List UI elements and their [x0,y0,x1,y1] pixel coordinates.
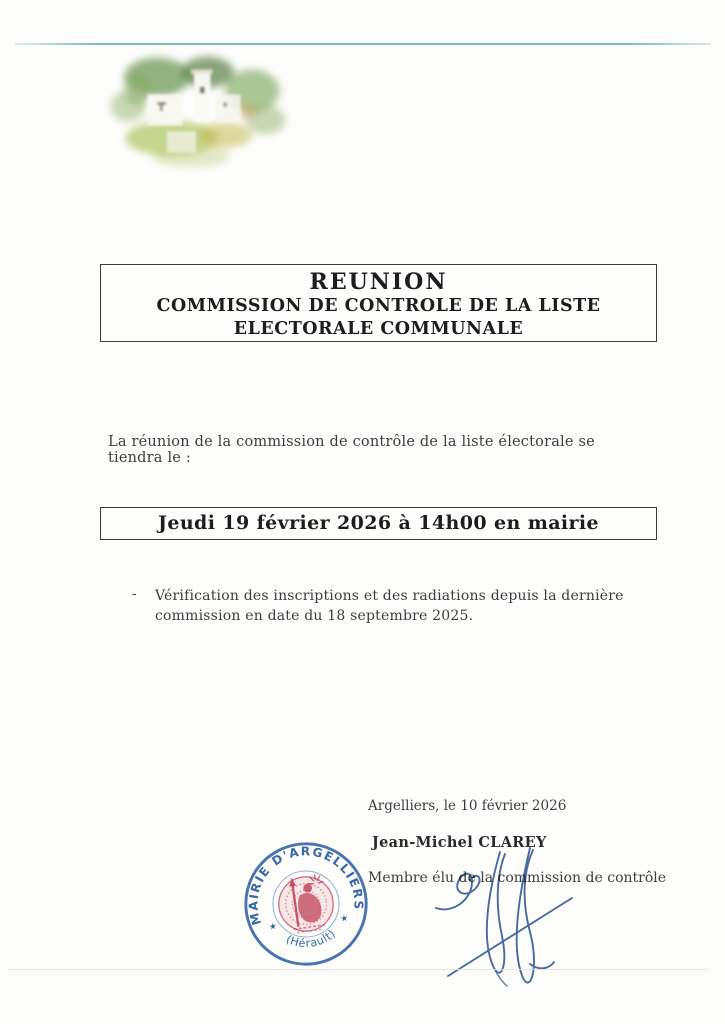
title-box [100,264,657,342]
intro-text: La réunion de la commission de contrôle de la liste électorale se tiendra le : [108,434,595,466]
agenda-dash: - [132,586,137,602]
mairie-argelliers-stamp [231,829,380,978]
signer-name: Jean-Michel CLAREY [372,834,547,851]
signer-role: Membre élu de la commission de contrôle [368,870,667,886]
title-line-commission: COMMISSION DE CONTROLE DE LA LISTE [156,296,601,316]
stamp-emblem [275,872,337,934]
stamp-star-right-icon: ★ [339,913,349,925]
village-watercolor-image [98,46,294,174]
signature-strokes [412,846,592,1014]
stamp-star-left-icon: ★ [268,921,278,933]
agenda-text: Vérification des inscriptions et des radiations depuis la dernière commission en date du 18 septembre 2025. [155,588,624,624]
village-watercolor-logo [98,46,294,174]
scan-artifact-line [8,969,708,970]
handwritten-signature [412,846,592,1014]
title-line-reunion: REUNION [309,269,448,295]
header-rule [15,43,711,45]
closing-place-date: Argelliers, le 10 février 2026 [368,798,567,814]
stamp-bottom-text: (Hérault) [283,927,339,951]
stamp-top-text: MAIRIE D'ARGELLIERS [246,844,366,927]
title-line-electorale: ELECTORALE COMMUNALE [233,319,524,339]
stamp-graphic [231,829,380,978]
meeting-date-box: Jeudi 19 février 2026 à 14h00 en mairie [100,507,657,540]
